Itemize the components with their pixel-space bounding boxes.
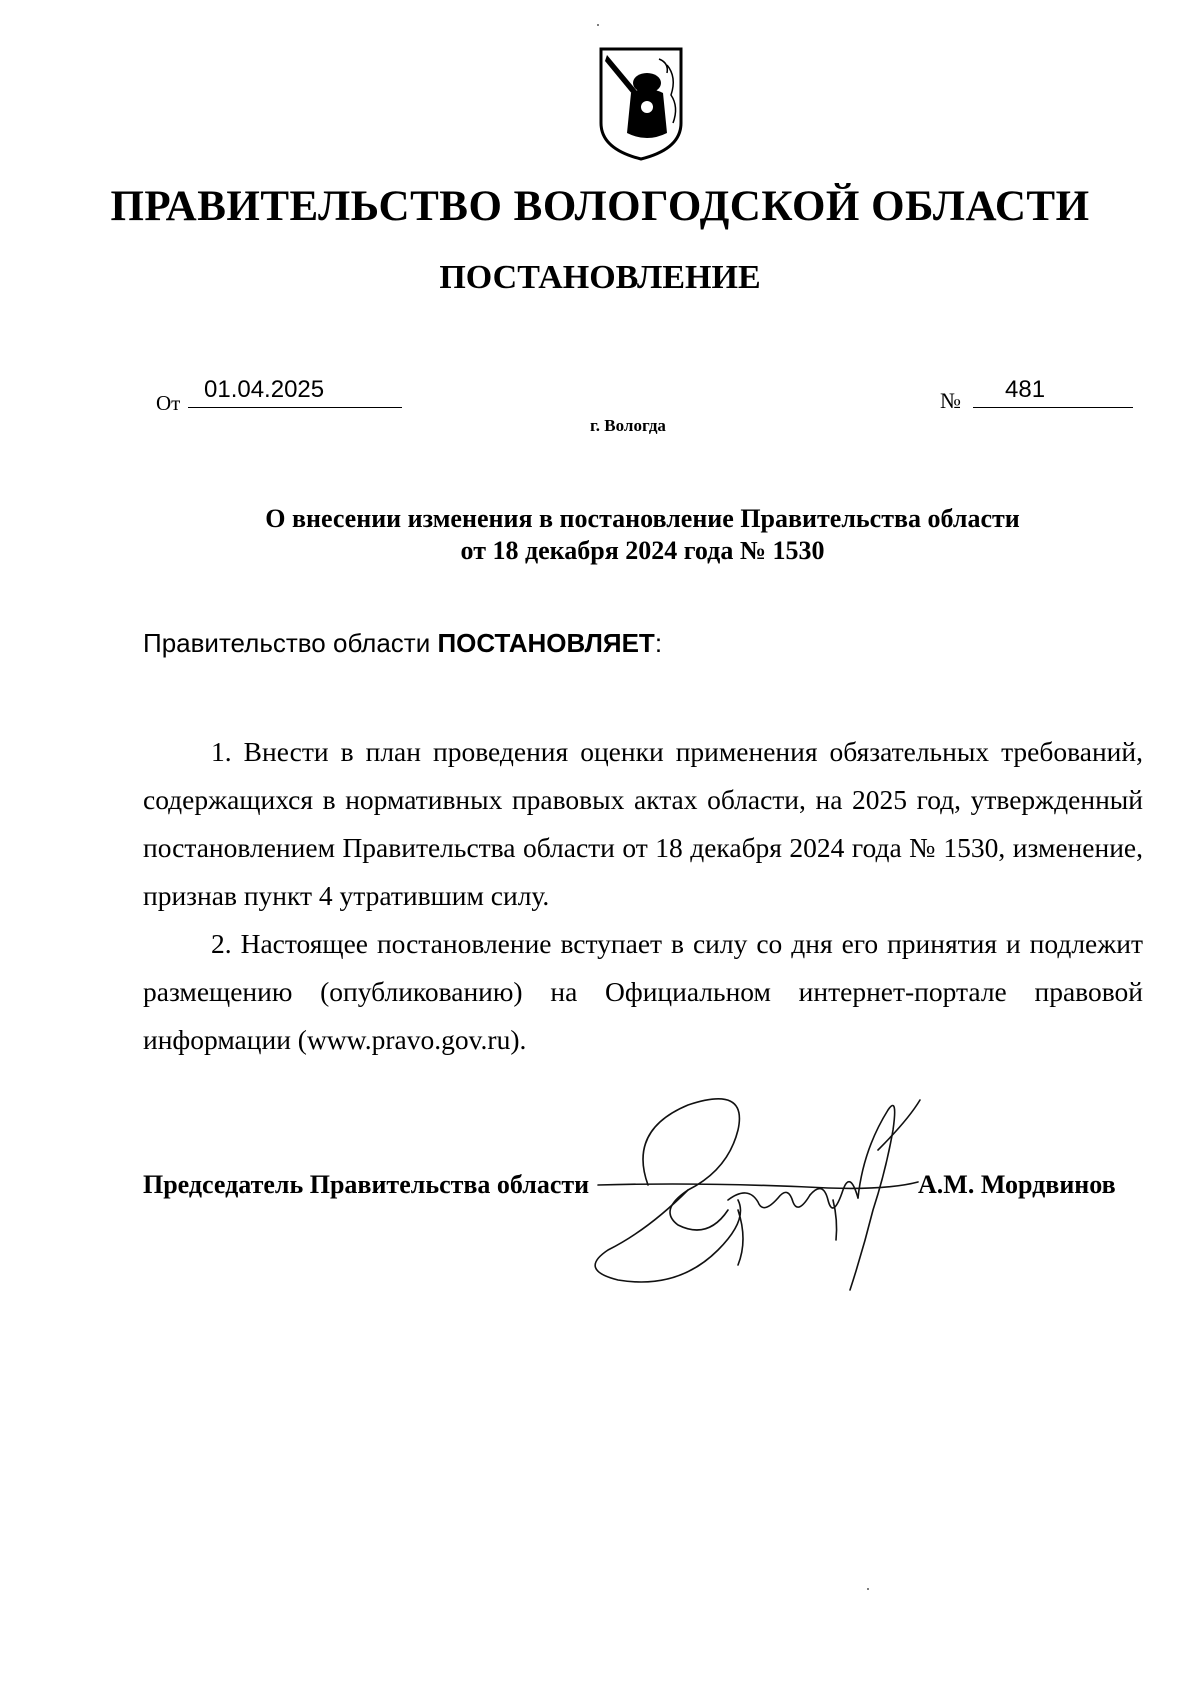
document-body: [143, 728, 1143, 1064]
number-value: 481: [973, 373, 1133, 408]
subject-line-1: О внесении изменения в постановление Правительства области: [265, 504, 1020, 533]
preamble: [143, 628, 662, 659]
document-type: ПОСТАНОВЛЕНИЕ: [439, 259, 761, 296]
preamble-suffix: :: [654, 628, 663, 658]
preamble-text: Правительство области: [143, 628, 438, 658]
signer-position: Председатель Правительства области: [143, 1170, 590, 1199]
subject-line-2: от 18 декабря 2024 года № 1530: [460, 536, 825, 565]
date-label: От: [156, 391, 181, 415]
number-label: №: [940, 388, 961, 413]
scan-speck: [867, 1588, 869, 1590]
city: г. Вологда: [590, 416, 666, 435]
government-title: ПРАВИТЕЛЬСТВО ВОЛОГОДСКОЙ ОБЛАСТИ: [110, 183, 1090, 230]
signer-name: А.М. Мордвинов: [918, 1170, 1116, 1199]
date-value: 01.04.2025: [188, 373, 402, 408]
coat-of-arms-icon: [597, 45, 685, 163]
handwritten-signature-icon: [588, 1090, 948, 1300]
scan-speck: [597, 24, 599, 26]
paragraph-2: 2. Настоящее постановление вступает в силу со дня его принятия и подлежит размещению (опубликованию) на Официальном интернет-портале правовой информации (www.pravo.gov.ru).: [143, 928, 1143, 1055]
document-subject: [0, 503, 1200, 567]
preamble-bold: ПОСТАНОВЛЯЕТ: [437, 628, 655, 658]
paragraph-1: 1. Внести в план проведения оценки применения обязательных требований, содержащихся в нормативных правовых актах области, на 2025 год, утвержденный постановлением Правительства области от 18 декабря 2024 года № 1530, изменение, признав пункт 4 утратившим силу.: [143, 736, 1143, 911]
